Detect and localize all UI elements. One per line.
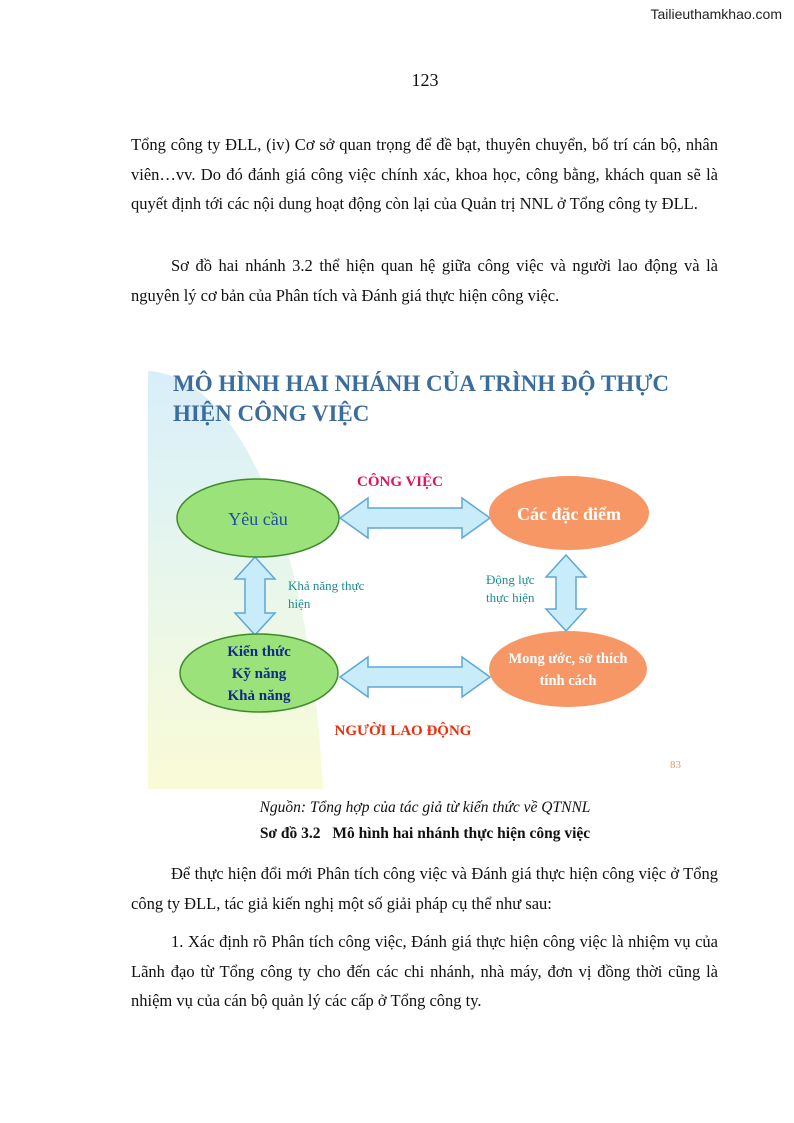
figure-source-caption: Nguồn: Tổng hợp của tác giả từ kiến thức về QTNNL xyxy=(259,799,591,816)
diagram-title-line2: HIỆN CÔNG VIỆC xyxy=(173,401,370,426)
paragraph-3: Để thực hiện đổi mới Phân tích công việc và Đánh giá thực hiện công việc ở Tổng công ty ĐLL, tác giả kiến nghị một số giải pháp cụ thể như sau: xyxy=(131,864,718,913)
left-arrow-label-line1: Khả năng thực xyxy=(288,578,365,593)
diagram-title-line1: MÔ HÌNH HAI NHÁNH CỦA TRÌNH ĐỘ THỰC xyxy=(173,371,670,396)
node-aspirations xyxy=(489,631,647,707)
right-double-arrow xyxy=(546,555,586,631)
page-number: 123 xyxy=(411,70,439,90)
node-requirements-label: Yêu cầu xyxy=(228,509,288,529)
paragraph-1: Tổng công ty ĐLL, (iv) Cơ sở quan trọng để đề bạt, thuyên chuyển, bố trí cán bộ, nhân viên…vv. Do đó đánh giá công việc chính xác, khoa học, công bằng, khách quan sẽ là quyết định tới các nội dung hoạt động còn lại của Quản trị NNL ở Tổng công ty ĐLL. xyxy=(131,135,718,213)
node-characteristics-label: Các đặc điểm xyxy=(517,504,621,524)
left-arrow-label-line2: hiện xyxy=(288,596,311,611)
diagram-figure xyxy=(148,357,708,789)
node-aspirations-line1: Mong ước, sở thích xyxy=(508,651,628,667)
bottom-double-arrow xyxy=(340,657,490,697)
slide-number: 83 xyxy=(670,759,681,771)
bottom-label: NGƯỜI LAO ĐỘNG xyxy=(334,723,472,739)
paragraph-4: 1. Xác định rõ Phân tích công việc, Đánh giá thực hiện công việc là nhiệm vụ của Lãnh đạo từ Tổng công ty cho đến các chi nhánh, nhà máy, đơn vị đồng thời cũng là nhiệm vụ của cán bộ quản lý các cấp ở Tổng công ty. xyxy=(131,932,718,1010)
figure-title-caption xyxy=(0,825,794,843)
node-knowledge-line2: Kỹ năng xyxy=(231,666,287,682)
node-knowledge-line1: Kiến thức xyxy=(227,644,291,660)
right-arrow-label-line1: Động lực xyxy=(486,572,535,587)
top-label: CÔNG VIỆC xyxy=(357,474,443,490)
figure-title: Mô hình hai nhánh thực hiện công việc xyxy=(332,825,591,842)
paragraph-2: Sơ đồ hai nhánh 3.2 thể hiện quan hệ giữa công việc và người lao động và là nguyên lý cơ bản của Phân tích và Đánh giá thực hiện công việc. xyxy=(131,256,718,305)
figure-number: Sơ đồ 3.2 xyxy=(259,825,321,842)
node-aspirations-line2: tính cách xyxy=(539,673,597,689)
watermark: Tailieuthamkhao.com xyxy=(650,6,782,22)
top-double-arrow xyxy=(340,498,490,538)
diagram-svg xyxy=(148,357,708,789)
right-arrow-label-line2: thực hiện xyxy=(486,590,535,605)
node-knowledge-line3: Khả năng xyxy=(227,688,291,704)
